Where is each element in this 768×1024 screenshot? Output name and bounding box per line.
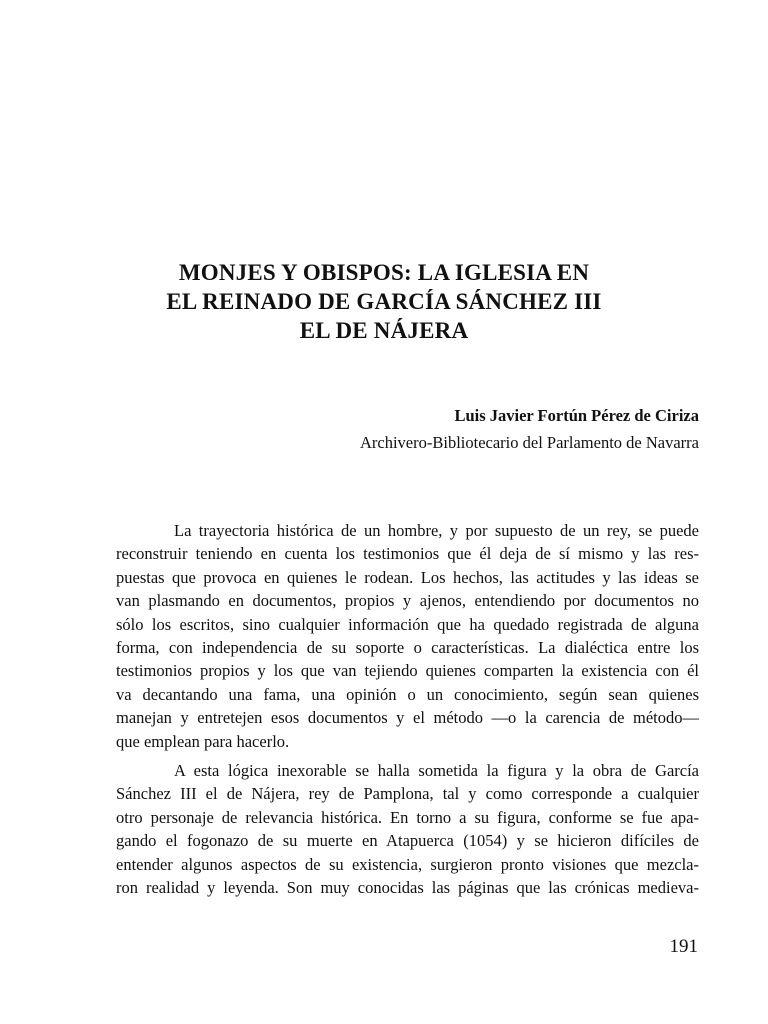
text-line: manejan y entretejen esos documentos y el método —o la carencia de método— — [116, 708, 699, 728]
body-text — [116, 519, 699, 906]
author-name: Luis Javier Fortún Pérez de Ciriza — [454, 406, 699, 425]
article-title — [0, 258, 768, 345]
text-line: sólo los escritos, sino cualquier información que ha quedado registrada de alguna — [116, 614, 699, 634]
text-line: entender algunos aspectos de su existencia, surgieron pronto visiones que mezcla- — [116, 854, 699, 874]
text-line: reconstruir teniendo en cuenta los testimonios que él deja de sí mismo y las res- — [116, 544, 699, 564]
paragraph — [116, 759, 699, 899]
text-line: va decantando una fama, una opinión o un conocimiento, según sean quienes — [116, 684, 699, 704]
text-line: puestas que provoca en quienes le rodean. Los hechos, las actitudes y las ideas se — [116, 567, 699, 587]
text-line: ron realidad y leyenda. Son muy conocidas las páginas que las crónicas medieva- — [116, 878, 699, 898]
text-line: A esta lógica inexorable se halla sometida la figura y la obra de García — [174, 761, 699, 781]
text-line: Sánchez III el de Nájera, rey de Pamplona, tal y como corresponde a cualquier — [116, 784, 699, 804]
author-block — [360, 402, 699, 456]
text-line: La trayectoria histórica de un hombre, y por supuesto de un rey, se puede — [174, 521, 699, 540]
text-line: que emplean para hacerlo. — [116, 731, 290, 751]
text-line: van plasmando en documentos, propios y ajenos, entendiendo por documentos no — [116, 591, 699, 611]
text-line: otro personaje de relevancia histórica. En torno a su figura, conforme se fue apa- — [116, 807, 699, 827]
title-line: MONJES Y OBISPOS: LA IGLESIA EN — [178, 260, 590, 285]
text-line: forma, con independencia de su soporte o características. La dialéctica entre los — [116, 638, 699, 658]
paragraph — [116, 519, 699, 753]
title-line: EL DE NÁJERA — [299, 318, 469, 343]
text-line: testimonios propios y los que van tejiendo quienes comparten la existencia con él — [116, 661, 699, 681]
text-line: gando el fogonazo de su muerte en Atapuerca (1054) y se hicieron difíciles de — [116, 831, 699, 851]
author-affiliation: Archivero-Bibliotecario del Parlamento de Navarra — [359, 433, 699, 452]
page-number: 191 — [669, 936, 698, 957]
title-line: EL REINADO DE GARCÍA SÁNCHEZ III — [166, 289, 602, 314]
